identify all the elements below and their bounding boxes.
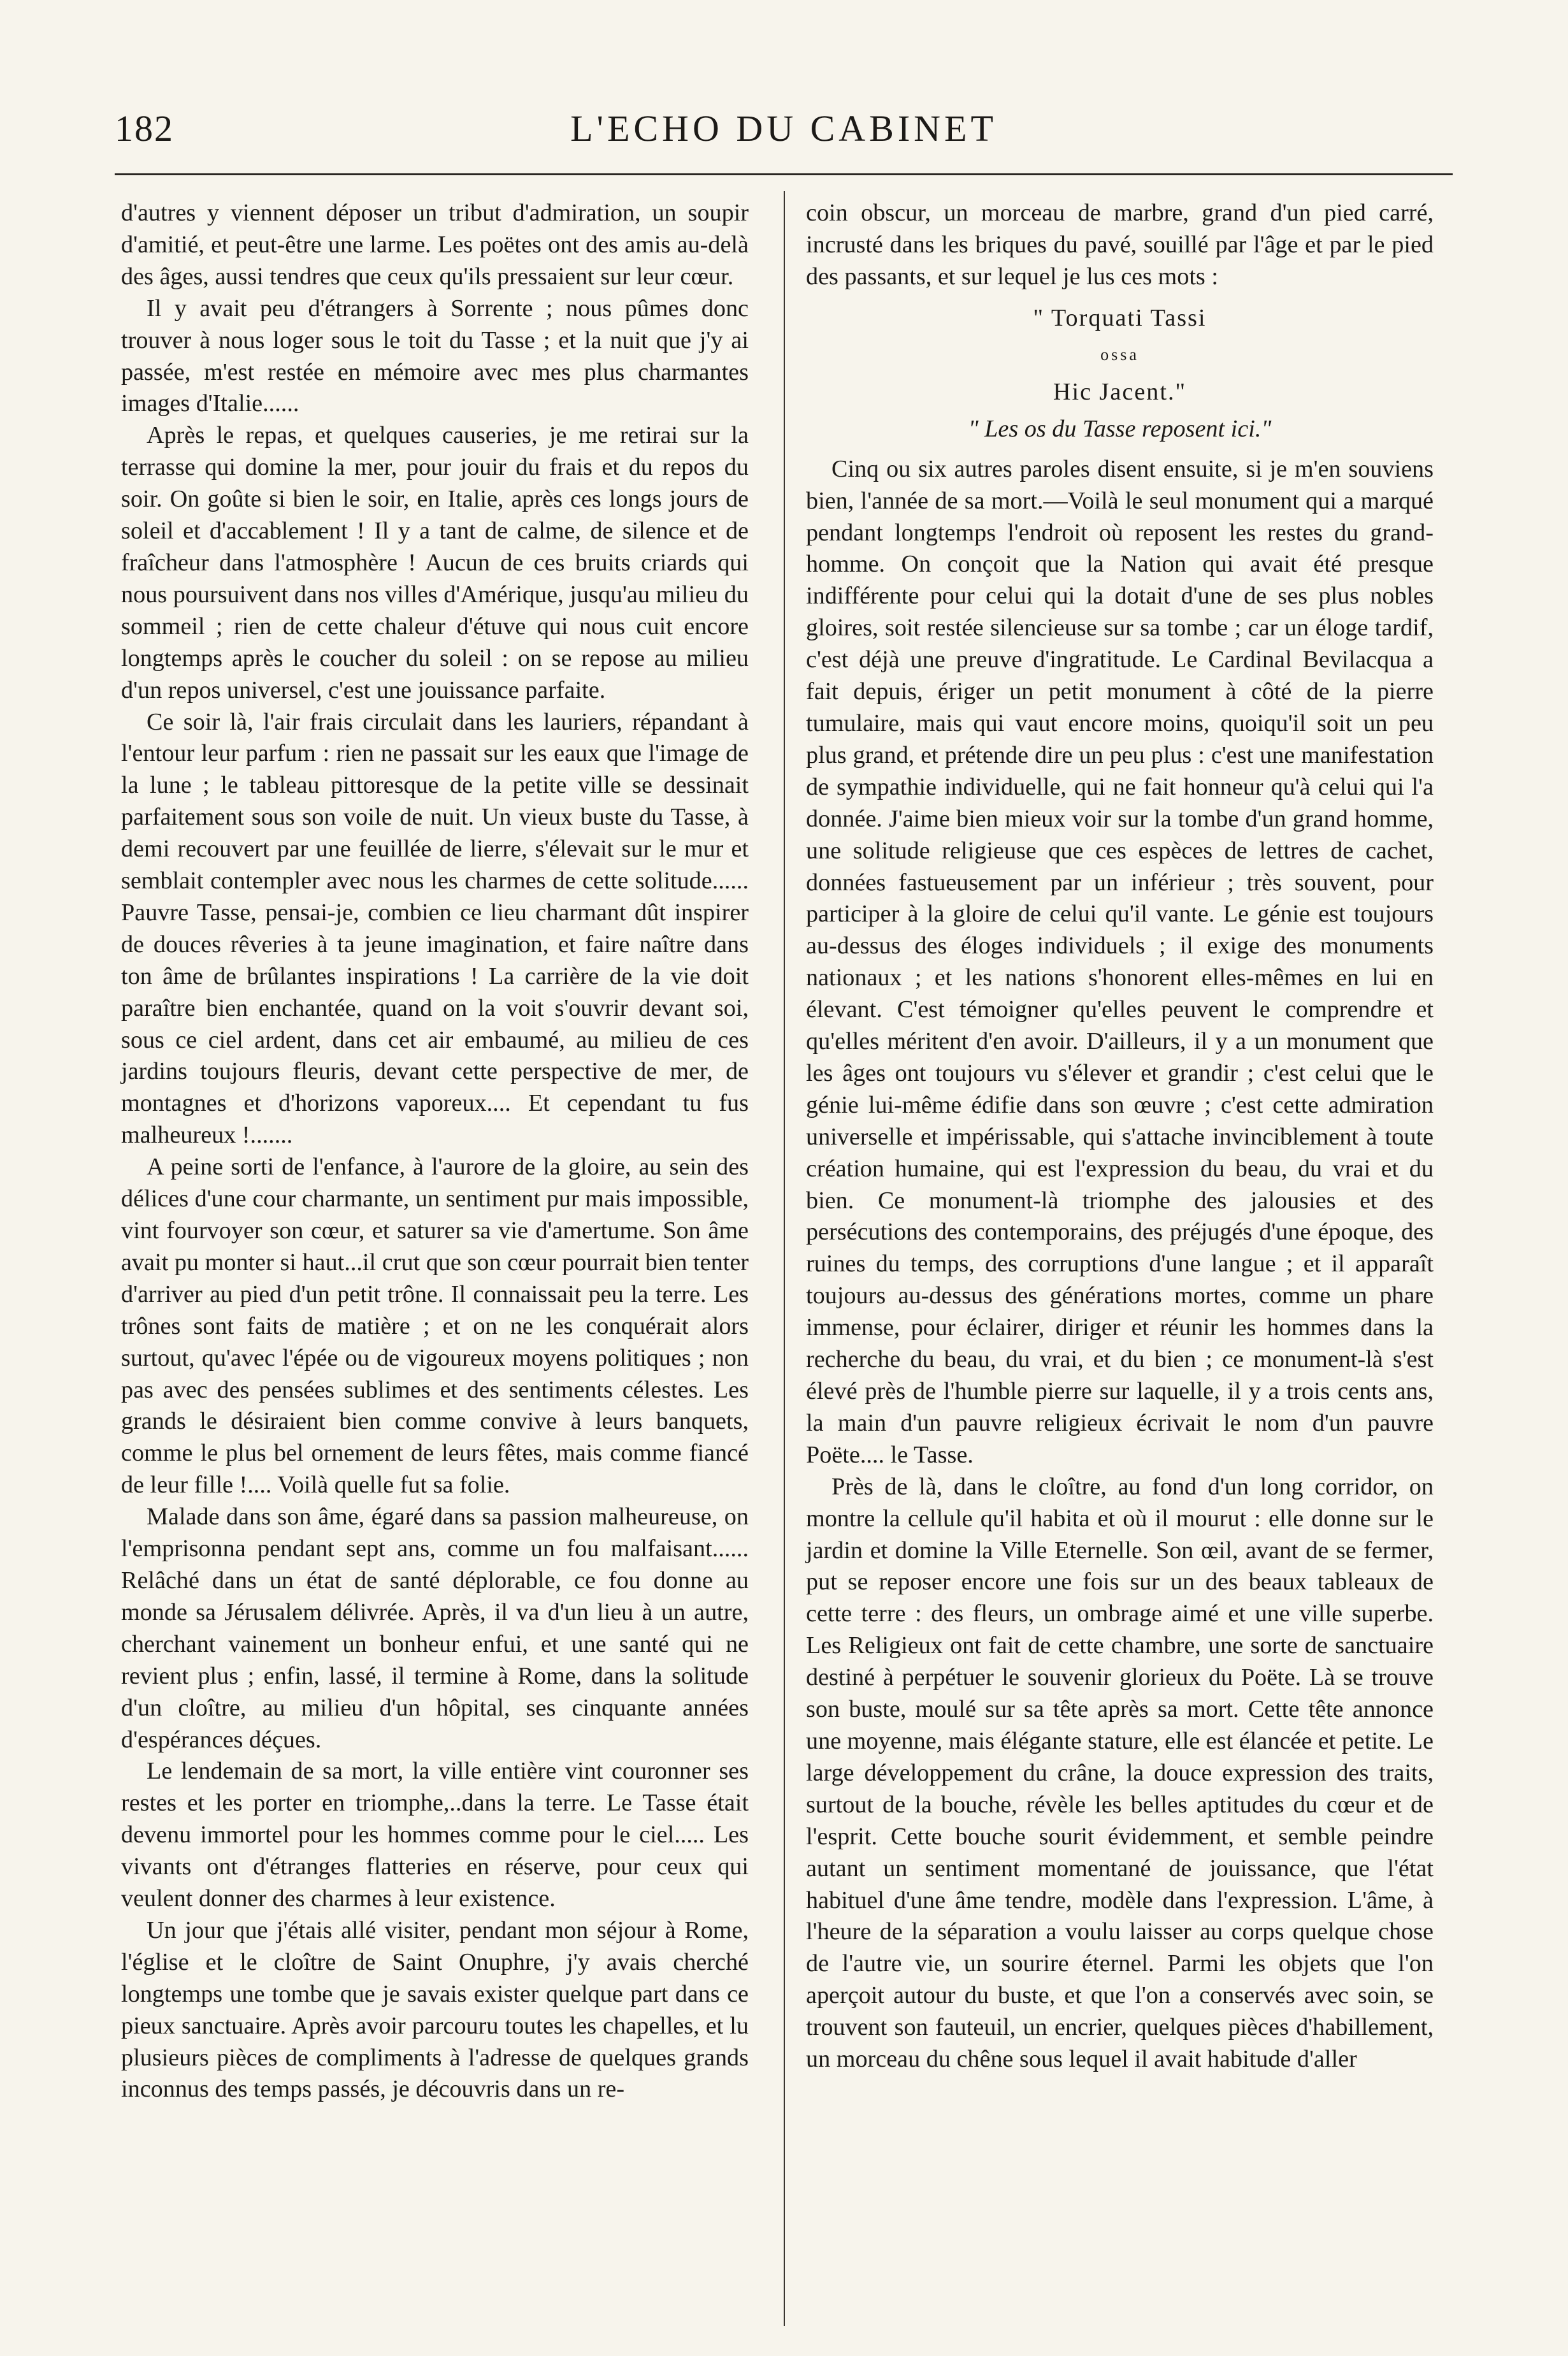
epitaph-inscription bbox=[806, 300, 1434, 447]
inscription-line: " Torquati Tassi bbox=[1033, 304, 1207, 331]
paragraph: Malade dans son âme, égaré dans sa passion malheureuse, on l'emprisonna pendant sept ans, comme un fou malfaisant...... Relâché dans un état de santé déplorable, ce fou donne au monde sa Jérusalem délivrée. Après, il va d'un lieu à un autre, cherchant vainement un bonheur enfui, et une santé qui ne revient plus ; enfin, lassé, il termine à Rome, dans la solitude d'un cloître, au milieu d'un hôpital, ses cinquante années d'espérances déçues. bbox=[121, 1503, 749, 1753]
paragraph: A peine sorti de l'enfance, à l'aurore de la gloire, au sein des délices d'une cour charmante, un sentiment pur mais impossible, vint fourvoyer son cœur, et saturer sa vie d'amertume. Son âme avait pu monter si haut...il crut que son cœur pourrait bien tenter d'arriver au pied d'un petit trône. Il connaissait peu la terre. Les trônes sont faits de matière ; et on ne les conquérait alors surtout, qu'avec l'épée ou de vigoureux moyens politiques ; non pas avec des pensées sublimes et des sentiments célestes. Les grands le désiraient bien comme convive à leurs banquets, comme le plus bel ornement de leurs fêtes, mais comme fiancé de leur fille !.... Voilà quelle fut sa folie. bbox=[121, 1153, 749, 1499]
running-title: L'ECHO DU CABINET bbox=[570, 108, 997, 149]
paragraph: Un jour que j'étais allé visiter, pendant mon séjour à Rome, l'église et le cloître de Saint Onuphre, j'y avais cherché longtemps une tombe que je savais exister quelque part dans ce pieux sanctuaire. Après avoir parcouru toutes les chapelles, et lu plusieurs pièces de compliments à l'adresse de quelques grands inconnus des temps passés, je découvris dans un re- bbox=[121, 1916, 749, 2103]
header-rule bbox=[115, 173, 1453, 175]
column-divider bbox=[784, 191, 785, 2326]
paragraph: Le lendemain de sa mort, la ville entière vint couronner ses restes et les porter en triomphe,..dans la terre. Le Tasse était devenu immortel pour les hommes comme pour le ciel..... Les vivants ont d'étranges flatteries en réserve, pour ceux qui veulent donner des charmes à leur existence. bbox=[121, 1758, 749, 1912]
left-column bbox=[121, 198, 749, 2106]
paragraph: Près de là, dans le cloître, au fond d'un long corridor, on montre la cellule qu'il habita et où il mourut : elle donne sur le jardin et domine la Ville Eternelle. Son œil, avant de se fermer, put se reposer encore une fois sur un des beaux tableaux de cette terre : des fleurs, un ombrage aimé et une ville superbe. Les Religieux ont fait de cette chambre, une sorte de sanctuaire destiné à perpétuer le souvenir glorieux du Poëte. Là se trouve son buste, moulé sur sa tête après sa mort. Cette tête annonce une moyenne, mais élégante stature, elle est élancée et petite. Le large développement du crâne, la douce expression des traits, surtout de la bouche, révèle les belles aptitudes du cœur et de l'esprit. Cette bouche sourit évidemment, et semble peindre autant un sentiment momentané de jouissance, que l'état habituel d'une âme tendre, modèle dans l'expression. L'âme, à l'heure de la séparation a voulu laisser au corps quelque chose de l'autre vie, un sourire éternel. Parmi les objets que l'on aperçoit autour du buste, et que l'on a conservés avec soin, se trouvent son fauteuil, un encrier, quelques pièces d'habillement, un morceau du chêne sous lequel il avait habitude d'aller bbox=[806, 1473, 1434, 2073]
page-number: 182 bbox=[115, 108, 174, 149]
inscription-translation: " Les os du Tasse reposent ici." bbox=[968, 415, 1272, 442]
paragraph: Ce soir là, l'air frais circulait dans les lauriers, répandant à l'entour leur parfum : rien ne passait sur les eaux que l'image de la lune ; le tableau pittoresque de la petite ville se dessinait parfaitement sous son voile de nuit. Un vieux buste du Tasse, à demi recouvert par une feuillée de lierre, s'élevait sur le mur et semblait contempler avec nous les charmes de cette solitude...... Pauvre Tasse, pensai-je, combien ce lieu charmant dût inspirer de douces rêveries à ta jeune imagination, et faire naître dans ton âme de brûlantes inspirations ! La carrière de la vie doit paraître bien enchantée, quand on la voit s'ouvrir devant soi, sous ce ciel ardent, dans cet air embaumé, au milieu de ces jardins toujours fleuris, devant cette perspective de mer, de montagnes et d'horizons vaporeux.... Et cependant tu fus malheureux !....... bbox=[121, 708, 749, 1149]
inscription-line: ossa bbox=[1100, 345, 1139, 364]
paragraph: Après le repas, et quelques causeries, je me retirai sur la terrasse qui domine la mer, pour jouir du frais et du repos du soir. On goûte si bien le soir, en Italie, après ces longs jours de soleil et d'accablement ! Il y a tant de calme, de silence et de fraîcheur dans l'atmosphère ! Aucun de ces bruits criards qui nous poursuivent dans nos villes d'Amérique, jusqu'au milieu du sommeil ; rien de cette chaleur d'étuve qui nous cuit encore longtemps après le coucher du soleil : on se repose au milieu d'un repos universel, c'est une jouissance parfaite. bbox=[121, 422, 749, 704]
paragraph: Cinq ou six autres paroles disent ensuite, si je m'en souviens bien, l'année de sa mort.—Voilà le seul monument qui a marqué pendant longtemps l'endroit où reposent les restes du grand-homme. On conçoit que la Nation qui avait été presque indifférente pour celui qui la dotait d'une de ses plus nobles gloires, soit restée silencieuse sur sa tombe ; car un éloge tardif, c'est déjà une preuve d'ingratitude. Le Cardinal Bevilacqua a fait depuis, ériger un petit monument à côté de la pierre tumulaire, mais qui vaut encore moins, quoiqu'il soit un peu plus grand, et prétende dire un peu plus : c'est une manifestation de sympathie individuelle, qui ne fait honneur qu'à celui qui l'a donnée. J'aime bien mieux voir sur la tombe d'un grand homme, une solitude religieuse que ces espèces de lettres de cachet, données fastueusement par un inférieur ; très souvent, pour participer à la gloire de celui qu'il vante. Le génie est toujours au-dessus des éloges individuels ; il exige des monuments nationaux ; et les nations s'honorent elles-mêmes en lui en élevant. C'est témoigner qu'elles peuvent le comprendre et qu'elles méritent d'en avoir. D'ailleurs, il y a un monument que les âges ont toujours vu s'élever et grandir ; c'est celui que le génie lui-même édifie dans son œuvre ; c'est cette admiration universelle et impérissable, qui s'attache invinciblement à toute création humaine, qui est l'expression du beau, du vrai et du bien. Ce monument-là triomphe des jalousies et des persécutions des contemporains, des préjugés d'une époque, des ruines du temps, des corruptions d'une langue ; et il apparaît toujours au-dessus des générations mortes, comme un phare immense, pour éclairer, diriger et réunir les hommes dans la recherche du beau, du vrai, et du bien ; ce monument-là s'est élevé près de l'humble pierre sur laquelle, il y a trois cents ans, la main d'un pauvre religieux écrivait le nom d'un pauvre Poëte.... le Tasse. bbox=[806, 455, 1434, 1468]
right-column bbox=[806, 198, 1434, 2076]
paragraph: coin obscur, un morceau de marbre, grand d'un pied carré, incrusté dans les briques du pavé, souillé par l'âge et par le pied des passants, et sur lequel je lus ces mots : bbox=[806, 199, 1434, 290]
paragraph: Il y avait peu d'étrangers à Sorrente ; nous pûmes donc trouver à nous loger sous le toit du Tasse ; et la nuit que j'y ai passée, m'est restée en mémoire avec mes plus charmantes images d'Italie...... bbox=[121, 294, 749, 417]
page-header bbox=[115, 107, 1453, 158]
paragraph: d'autres y viennent déposer un tribut d'admiration, un soupir d'amitié, et peut-être une larme. Les poëtes ont des amis au-delà des âges, aussi tendres que ceux qu'ils pressaient sur leur cœur. bbox=[121, 199, 749, 290]
inscription-line: Hic Jacent." bbox=[1053, 378, 1187, 405]
